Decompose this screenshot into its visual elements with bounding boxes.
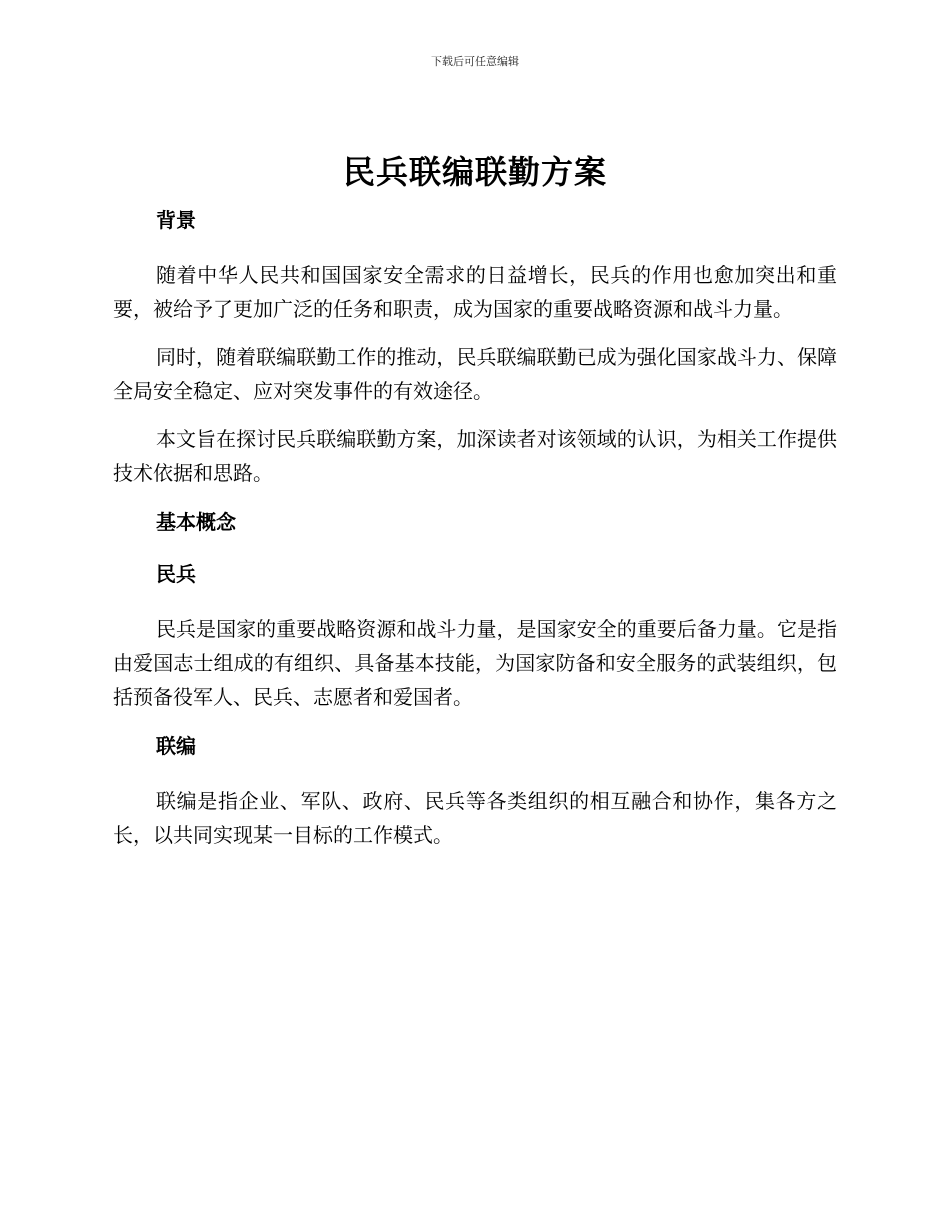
subsection-heading-joint-organization: 联编 — [156, 734, 196, 758]
subsection-heading-militia: 民兵 — [156, 562, 196, 586]
page-header: 下载后可任意编辑 — [431, 55, 519, 68]
paragraph-militia: 民兵是国家的重要战略资源和战斗力量，是国家安全的重要后备力量。它是指由爱国志士组成的有组织、具备基本技能，为国家防备和安全服务的武装组织，包括预备役军人、民兵、志愿者和爱国者。 — [113, 617, 837, 709]
document-title: 民兵联编联勤方案 — [342, 153, 607, 191]
section-heading-basic-concepts: 基本概念 — [156, 510, 236, 534]
paragraph-background-2: 同时，随着联编联勤工作的推动，民兵联编联勤已成为强化国家战斗力、保障全局安全稳定、应对突发事件的有效途径。 — [113, 345, 837, 403]
section-heading-background: 背景 — [156, 208, 196, 232]
paragraph-joint-organization: 联编是指企业、军队、政府、民兵等各类组织的相互融合和协作，集各方之长，以共同实现某一目标的工作模式。 — [113, 789, 837, 847]
paragraph-background-3: 本文旨在探讨民兵联编联勤方案，加深读者对该领域的认识，为相关工作提供技术依据和思路。 — [113, 427, 837, 485]
document-body — [113, 200, 837, 852]
paragraph-background-1: 随着中华人民共和国国家安全需求的日益增长，民兵的作用也愈加突出和重要，被给予了更加广泛的任务和职责，成为国家的重要战略资源和战斗力量。 — [113, 263, 837, 321]
